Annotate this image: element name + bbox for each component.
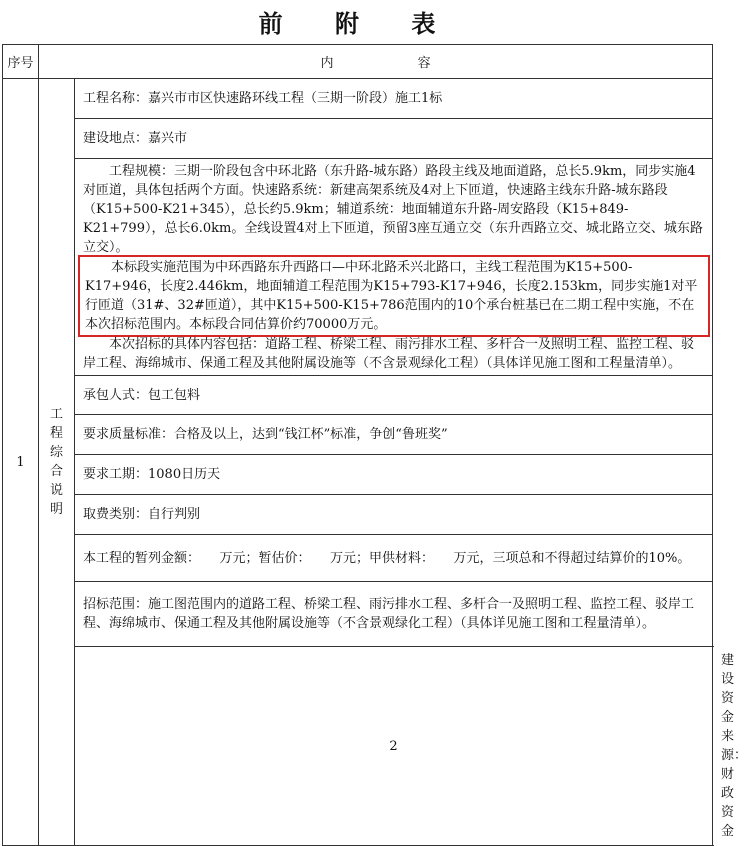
- duration: 要求工期：1080日历天: [75, 455, 713, 495]
- table-row: [3, 455, 713, 495]
- row1-side-cell: [39, 79, 75, 846]
- tender-content: 本次招标的具体内容包括：道路工程、桥梁工程、雨污排水工程、多杆合一及照明工程、监控工程、驳岸工程、海绵城市、保通工程及其他附属设施等（不含景观绿化工程）（具体详见施工图和工程量清单）。: [83, 337, 695, 371]
- header-content: [39, 45, 713, 79]
- provisional-amount: 本工程的暂列金额： 万元；暂估价： 万元；甲供材料： 万元，三项总和不得超过结算价的10%。: [75, 535, 713, 582]
- table-row: [3, 535, 713, 582]
- row1-seq: 1: [3, 79, 39, 846]
- table-row: [3, 582, 713, 647]
- scale-cell: [75, 159, 713, 376]
- section-scope-highlight: 本标段实施范围为中环西路东升西路口—中环北路禾兴北路口，主线工程范围为K15+500-K17+946，长度2.446km，地面辅道工程范围为K15+793-K17+946，长度2.153km，同步实施1对平行匝道（31#、32#匝道），其中K15+500-K15+786范围内的10个承台桩基已在二期工程中实施，不在本次招标范围内。本标段合同估算价约70000万元。: [78, 255, 710, 337]
- scale-text: 工程规模：三期一阶段包含中环北路（东升路-城东路）路段主线及地面道路，总长5.9km，同步实施4对匝道，具体包括两个方面。快速路系统：新建高架系统及4对上下匝道，快速路主线东升路-城东路段（K15+500-K21+345），总长约5.9km；辅道系统：地面辅道东升路-周安路段（K15+849-K21+799），总长6.0km。全线设置4对上下匝道，预留3座互通立交（东升西路立交、城北路立交、城东路立交）。: [83, 164, 703, 255]
- table-row: [3, 415, 713, 455]
- table-row: [3, 159, 713, 376]
- header-content-label: 内 容: [320, 56, 471, 71]
- table-row: [3, 119, 713, 159]
- location: 建设地点：嘉兴市: [75, 119, 713, 159]
- table-row: [3, 79, 713, 119]
- table-row: 2 建设资金来源：财政资金: [3, 647, 713, 846]
- tender-scope: 招标范围：施工图范围内的道路工程、桥梁工程、雨污排水工程、多杆合一及照明工程、监控工程、驳岸工程、海绵城市、保通工程及其他附属设施等（不含景观绿化工程）（具体详见施工图和工程量清单）。: [75, 582, 713, 647]
- contract-form: 承包人式：包工包料: [75, 376, 713, 415]
- page-title: 前 附 表: [258, 10, 458, 38]
- table-row: [3, 495, 713, 535]
- fee-type: 取费类别：自行判别: [75, 495, 713, 535]
- project-name: 工程名称：嘉兴市市区快速路环线工程（三期一阶段）施工1标: [75, 79, 713, 119]
- quality-standard: 要求质量标准：合格及以上，达到“钱江杯”标准，争创“鲁班奖”: [75, 415, 713, 455]
- table-row: [3, 376, 713, 415]
- header-row: [3, 45, 713, 79]
- header-seq: 序号: [3, 45, 39, 79]
- row2-seq: 2: [75, 647, 713, 846]
- row1-side-label: 工程综合说明: [49, 407, 63, 517]
- preface-table: [2, 44, 747, 846]
